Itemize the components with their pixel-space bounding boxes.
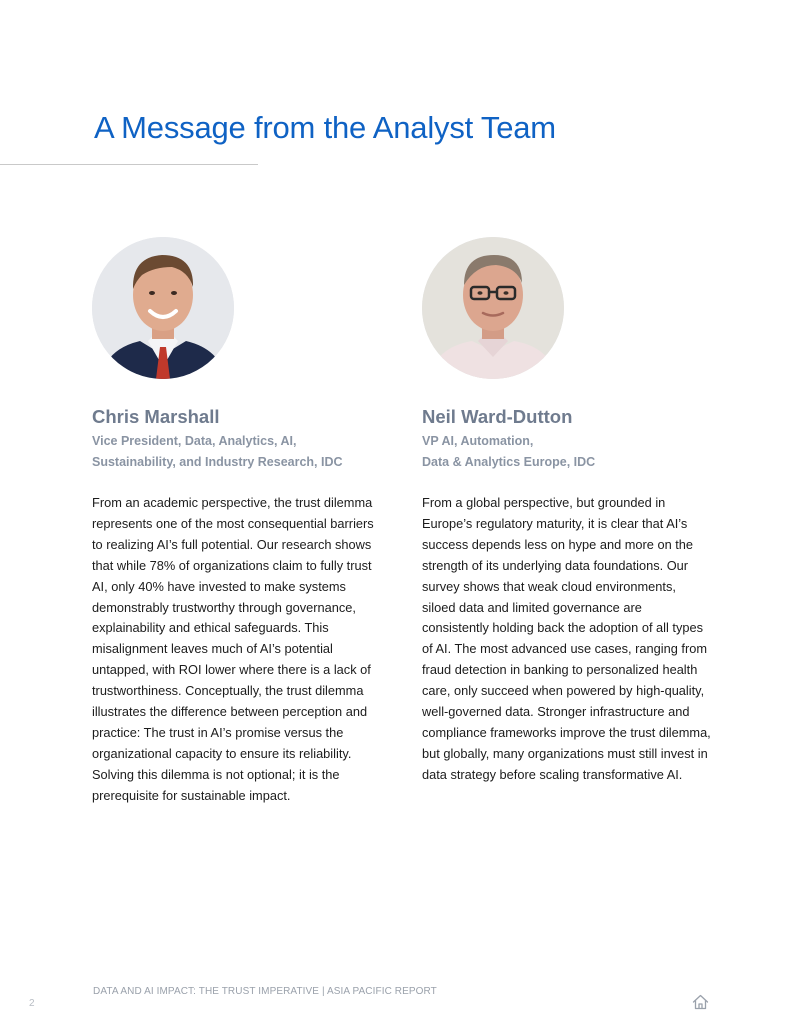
analyst-role-line1: VP AI, Automation, — [422, 434, 534, 448]
page-title: A Message from the Analyst Team — [94, 110, 556, 145]
home-icon[interactable] — [692, 994, 709, 1010]
avatar-neil-ward-dutton — [422, 237, 564, 379]
analyst-role-line2: Data & Analytics Europe, IDC — [422, 455, 596, 469]
analyst-name: Chris Marshall — [92, 406, 220, 427]
page-number: 2 — [29, 998, 35, 1009]
analyst-role-line2: Sustainability, and Industry Research, IDC — [92, 455, 343, 469]
analyst-card-chris-marshall — [92, 237, 382, 807]
analyst-role-line1: Vice President, Data, Analytics, AI, — [92, 434, 297, 448]
analyst-name: Neil Ward-Dutton — [422, 406, 573, 427]
avatar-chris-marshall — [92, 237, 234, 379]
footer-report-title: DATA AND AI IMPACT: THE TRUST IMPERATIVE | ASIA PACIFIC REPORT — [93, 986, 437, 997]
analyst-bio: From a global perspective, but grounded in Europe’s regulatory maturity, it is clear that AI’s success depends less on hype and more on the strength of its underlying data foundations. Our survey shows that weak cloud environments, siloed data and limited governance are consistently holding back the adoption of all types of AI. The most advanced use cases, ranging from fraud detection in banking to personalized health care, only succeed when powered by high-quality, well-governed data. Stronger infrastructure and compliance frameworks improve the trust dilemma, but globally, many organizations must still invest in data strategy before scaling transformative AI. — [422, 495, 711, 782]
analyst-card-neil-ward-dutton — [422, 237, 712, 786]
analyst-bio: From an academic perspective, the trust dilemma represents one of the most consequential barriers to realizing AI’s full potential. Our research shows that while 78% of organizations claim to fully trust AI, only 40% have invested to make systems demonstrably trustworthy through governance, explainability and ethical safeguards. This misalignment leaves much of AI’s potential untapped, with ROI lower where there is a lack of trustworthiness. Conceptually, the trust dilemma illustrates the difference between perception and practice: The trust in AI’s promise versus the organizational capacity to ensure its reliability. Solving this dilemma is not optional; it is the prerequisite for sustainable impact. — [92, 495, 374, 803]
title-divider — [0, 164, 258, 165]
